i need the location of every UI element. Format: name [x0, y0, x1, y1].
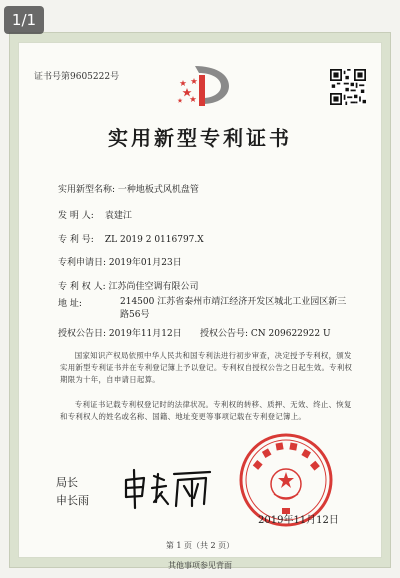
field-label: 授权公告日: [58, 329, 107, 339]
field-value: 一种地板式风机盘管 [117, 185, 199, 195]
field-application-date [58, 255, 182, 268]
field-value: 2019年01月23日 [108, 258, 182, 268]
field-address-label: 地 址: [58, 299, 82, 309]
certificate-paragraph-1: 国家知识产权局依照中华人民共和国专利法进行初步审查，决定授予专利权，颁发实用新型专利证书并在专利登记簿上予以登记。专利权自授权公告之日起生效。专利权期限为十年，自申请日起算。 [60, 351, 353, 384]
field-inventor [58, 208, 132, 221]
page-indicator: 1/1 [4, 6, 44, 34]
certificate-number: 证书号第9605222号 [34, 72, 120, 82]
field-label: 授权公告号: [200, 329, 249, 339]
cnipa-logo-icon [175, 62, 237, 108]
field-utility-model-name [58, 182, 199, 195]
back-note: 其他事项参见背面 [168, 561, 232, 570]
field-patent-number [58, 232, 204, 245]
field-value: 2019年11月12日 [108, 329, 182, 339]
field-value: ZL 2019 2 0116797.X [104, 235, 204, 245]
field-value: CN 209622922 U [250, 329, 331, 339]
field-grant-date [58, 326, 182, 339]
field-label: 实用新型名称: [58, 185, 116, 195]
certificate-paragraph-2: 专利证书记载专利权登记时的法律状况。专利权的转移、质押、无效、终止、恢复和专利权人的姓名或名称、国籍、地址变更等事项记载在专利登记簿上。 [60, 400, 352, 421]
field-label: 专利申请日: [58, 258, 107, 268]
field-label: 专 利 号: [58, 235, 94, 245]
field-label: 专 利 权 人: [58, 282, 106, 292]
field-value: 袁建江 [104, 211, 132, 221]
qr-code-icon[interactable] [330, 69, 366, 105]
field-patentee [58, 279, 199, 292]
issue-date: 2019年11月12日 [258, 515, 339, 526]
field-value: 江苏尚佳空调有限公司 [108, 282, 199, 292]
director-title: 局长 [56, 476, 78, 489]
field-grant-number [200, 326, 331, 339]
page-footer: 第 1 页（共 2 页） [165, 541, 235, 550]
field-label: 发 明 人: [58, 211, 94, 221]
field-address-value: 214500 江苏省泰州市靖江经济开发区城北工业园区新三路56号 [120, 297, 347, 320]
director-signature [118, 466, 218, 510]
certificate-title: 实用新型专利证书 [108, 126, 292, 150]
director-name: 申长雨 [56, 494, 89, 507]
